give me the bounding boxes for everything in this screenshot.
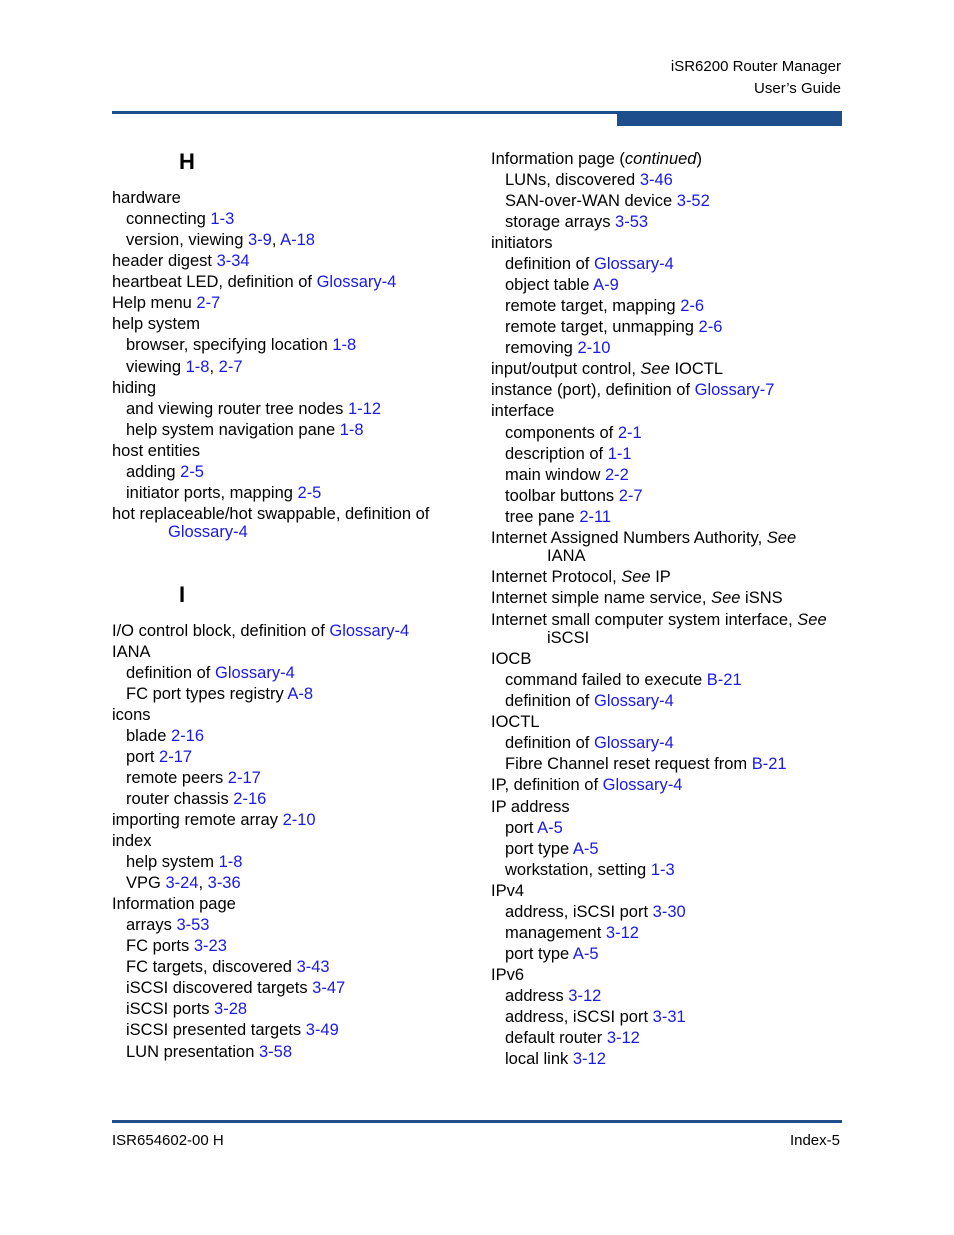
index-entry [505,754,787,774]
index-entry [505,923,639,943]
index-term: input/output control, [491,360,641,378]
index-entry [126,936,227,956]
index-term: port [505,819,538,837]
page-reference-link[interactable]: A-8 [287,685,314,703]
page-reference-link[interactable]: 3-52 [676,192,710,210]
page-reference-link[interactable]: 3-47 [312,979,346,997]
index-entry [126,915,209,935]
index-entry [126,684,313,704]
index-term: definition of [505,692,594,710]
page-reference-link[interactable]: 1-3 [210,210,235,228]
index-term: Internet small computer system interface, [491,611,798,629]
index-term: Internet simple name service, [491,589,712,607]
index-see-reference: continued [624,150,697,168]
index-entry [505,818,563,838]
index-term: port type [505,840,573,858]
index-term: description of [505,445,608,463]
page-reference-link[interactable]: Glossary-4 [593,734,674,752]
page-reference-link[interactable]: Glossary-4 [316,273,397,291]
index-entry [112,441,200,461]
index-term: VPG [126,874,166,892]
page-reference-link[interactable]: A-5 [572,945,599,963]
page-reference-link[interactable]: A-5 [537,819,563,837]
page-reference-link[interactable]: 3-12 [605,924,639,942]
index-entry [505,296,704,316]
index-entry [491,610,827,630]
index-term: router chassis [126,790,234,808]
page-reference-link[interactable]: 2-1 [617,424,642,442]
index-entry [168,522,248,542]
index-entry [126,978,345,998]
link-separator: , [209,358,219,376]
index-entry [112,831,151,851]
page-reference-link[interactable]: 2-6 [698,318,723,336]
index-entry [126,1042,292,1062]
index-term: Fibre Channel reset request from [505,755,752,773]
index-term: address, iSCSI port [505,903,653,921]
index-see-reference: See [766,529,797,547]
index-term: port [126,748,160,766]
index-term: browser, specifying location [126,336,333,354]
index-term: IP, definition of [491,776,603,794]
index-term: port type [505,945,573,963]
index-entry [505,275,619,295]
index-term: address, iSCSI port [505,1008,653,1026]
index-entry [112,642,151,662]
index-term: Internet Assigned Numbers Authority, [491,529,767,547]
index-term: arrays [126,916,177,934]
index-entry [491,233,552,253]
index-term: FC port types registry [126,685,288,703]
index-term-suffix: iSNS [740,589,783,607]
page-reference-link[interactable]: Glossary-4 [329,622,410,640]
index-entry [505,902,686,922]
index-term: importing remote array [112,811,283,829]
index-term: host entities [112,442,201,460]
index-term: command failed to execute [505,671,707,689]
index-entry [505,944,599,964]
index-entry [505,191,710,211]
index-term: workstation, setting [505,861,651,879]
page-reference-link[interactable]: 2-7 [196,294,221,312]
index-entry [505,986,601,1006]
index-term: toolbar buttons [505,487,619,505]
header-title-line-1: iSR6200 Router Manager [670,58,841,75]
index-term-suffix: ) [696,150,702,168]
index-term: remote peers [126,769,228,787]
index-term: hiding [112,379,157,397]
index-term: LUNs, discovered [505,171,640,189]
index-entry [505,486,643,506]
index-term-suffix: IP [650,568,671,586]
index-entry [112,188,181,208]
index-term: version, viewing [126,231,248,249]
index-entry [505,170,673,190]
index-term: adding [126,463,181,481]
index-term: management [505,924,606,942]
page-reference-link[interactable]: B-21 [706,671,742,689]
index-entry [126,873,241,893]
index-entry [505,317,722,337]
page-reference-link[interactable]: 1-1 [607,445,632,463]
index-term: iSCSI discovered targets [126,979,313,997]
page-reference-link[interactable]: 3-53 [615,213,649,231]
index-term: IOCB [491,650,532,668]
index-term: Information page ( [491,150,625,168]
footer-page-number: Index-5 [789,1132,840,1149]
index-entry [112,810,316,830]
index-entry [491,149,702,169]
page-reference-link[interactable]: 3-23 [193,937,227,955]
index-entry [491,380,774,400]
index-term: and viewing router tree nodes [126,400,348,418]
index-entry [505,1028,640,1048]
index-term: Information page [112,895,236,913]
index-entry [126,483,321,503]
index-term: hardware [112,189,181,207]
index-term: FC targets, discovered [126,958,297,976]
index-entry [491,965,524,985]
page-reference-link[interactable]: 3-31 [652,1008,686,1026]
index-term: iSCSI [547,629,590,647]
page-reference-link[interactable]: 3-46 [639,171,673,189]
index-entry [491,359,723,379]
index-term: iSCSI presented targets [126,1021,306,1039]
index-entry [505,212,648,232]
index-entry [547,628,589,648]
page-reference-link[interactable]: Glossary-4 [168,523,248,541]
page-reference-link[interactable]: 1-8 [218,853,243,871]
index-entry [491,881,524,901]
page-reference-link[interactable]: 3-12 [606,1029,640,1047]
index-entry [505,691,674,711]
header-title-line-2: User’s Guide [754,80,841,97]
index-term: initiators [491,234,553,252]
page-reference-link[interactable]: A-9 [593,276,619,294]
page-reference-link[interactable]: 3-24 [165,874,199,892]
index-entry [112,504,429,524]
page-reference-link[interactable]: A-5 [572,840,599,858]
page-reference-link[interactable]: 3-9 [247,231,272,249]
index-entry [491,712,540,732]
index-term: default router [505,1029,607,1047]
index-term: LUN presentation [126,1043,259,1061]
index-entry [505,860,675,880]
index-entry [112,705,151,725]
index-entry [505,254,674,274]
page-reference-link[interactable]: 3-12 [568,987,602,1005]
index-entry [126,1020,339,1040]
index-entry [126,999,247,1019]
page-reference-link[interactable]: 2-16 [233,790,267,808]
footer-doc-number: ISR654602-00 H [112,1132,224,1149]
index-term: definition of [505,255,594,273]
index-entry [126,209,234,229]
index-term: SAN-over-WAN device [505,192,677,210]
index-entry [491,528,796,548]
index-term: header digest [112,252,217,270]
index-entry [505,839,599,859]
index-entry [491,775,682,795]
index-term: help system [112,315,201,333]
section-letter-i: I [179,582,186,607]
index-term: remote target, mapping [505,297,681,315]
page-reference-link[interactable]: Glossary-4 [593,692,674,710]
index-term: instance (port), definition of [491,381,695,399]
index-term-suffix: IOCTL [669,360,724,378]
index-entry [126,399,381,419]
index-entry [126,663,295,683]
page-reference-link[interactable]: 1-12 [347,400,381,418]
index-term: address [505,987,569,1005]
page-reference-link[interactable]: 2-7 [618,487,643,505]
index-entry [126,420,364,440]
page-reference-link[interactable]: 2-5 [297,484,322,502]
running-header [671,56,841,100]
index-term: components of [505,424,618,442]
index-term: help system navigation pane [126,421,340,439]
page-reference-link[interactable]: 3-53 [176,916,210,934]
page-reference-link[interactable]: 2-10 [282,811,316,829]
page-reference-link[interactable]: 2-5 [180,463,204,481]
index-entry [112,251,250,271]
page-reference-link[interactable]: B-21 [751,755,787,773]
index-entry [491,567,671,587]
page-reference-link[interactable]: Glossary-4 [593,255,674,273]
index-term: viewing [126,358,186,376]
page-reference-link[interactable]: 2-17 [227,769,261,787]
index-term: Help menu [112,294,197,312]
index-term: I/O control block, definition of [112,622,330,640]
index-term: hot replaceable/hot swappable, definition of [112,505,430,523]
index-term: initiator ports, mapping [126,484,298,502]
page-reference-link[interactable]: 2-6 [680,297,705,315]
page-reference-link[interactable]: 3-43 [296,958,330,976]
index-term: removing [505,339,578,357]
index-entry [505,444,632,464]
page-reference-link[interactable]: Glossary-4 [214,664,295,682]
index-term: IOCTL [491,713,540,731]
page-reference-link[interactable]: 2-11 [579,508,612,526]
index-entry [126,357,243,377]
index-entry [126,335,356,355]
index-term: index [112,832,152,850]
index-entry [505,465,629,485]
index-term: icons [112,706,151,724]
index-see-reference: See [797,611,827,629]
index-entry [547,546,586,566]
index-term: Internet Protocol, [491,568,622,586]
index-entry [491,797,570,817]
page-reference-link[interactable]: 1-8 [339,421,364,439]
index-see-reference: See [711,589,741,607]
index-term: local link [505,1050,573,1068]
index-see-reference: See [640,360,670,378]
page-reference-link[interactable]: 2-17 [159,748,193,766]
index-entry [126,747,192,767]
index-entry [126,768,261,788]
index-term: definition of [505,734,594,752]
index-entry [505,423,642,443]
page-reference-link[interactable]: 2-16 [170,727,204,745]
index-entry [126,462,204,482]
index-term: IP address [491,798,570,816]
index-term: remote target, unmapping [505,318,699,336]
index-term: interface [491,402,555,420]
index-term: IPv6 [491,966,525,984]
index-entry [505,733,674,753]
page-reference-link[interactable]: Glossary-4 [602,776,683,794]
page-reference-link[interactable]: A-18 [280,231,315,249]
index-term: IANA [112,643,151,661]
page-reference-link[interactable]: 1-8 [332,336,357,354]
index-entry [112,314,200,334]
index-entry [126,789,266,809]
index-entry [126,726,204,746]
index-entry [505,338,610,358]
index-term: definition of [126,664,215,682]
index-entry [491,401,554,421]
section-letter-h: H [179,149,195,174]
page-reference-link[interactable]: 3-28 [214,1000,248,1018]
index-term: object table [505,276,594,294]
index-entry [112,894,236,914]
page-reference-link[interactable]: 1-8 [185,358,210,376]
page-reference-link[interactable]: 3-49 [305,1021,339,1039]
page-reference-link[interactable]: 2-10 [577,339,611,357]
page-reference-link[interactable]: 3-30 [652,903,686,921]
index-entry [126,957,330,977]
index-entry [112,272,396,292]
index-term: storage arrays [505,213,616,231]
page-reference-link[interactable]: 3-34 [216,252,250,270]
index-entry [505,1007,686,1027]
index-entry [491,588,783,608]
page-reference-link[interactable]: 2-7 [218,358,243,376]
page-reference-link[interactable]: 2-2 [604,466,629,484]
link-separator: , [271,231,281,249]
page-reference-link[interactable]: Glossary-7 [694,381,775,399]
page-reference-link[interactable]: 1-3 [650,861,675,879]
index-term: iSCSI ports [126,1000,215,1018]
index-term: heartbeat LED, definition of [112,273,317,291]
index-entry [112,293,220,313]
index-entry [126,852,242,872]
index-entry [505,1049,606,1069]
page-reference-link[interactable]: 3-36 [207,874,241,892]
page-reference-link[interactable]: 3-58 [259,1043,293,1061]
index-term: FC ports [126,937,194,955]
index-entry [112,621,409,641]
index-term: connecting [126,210,211,228]
index-entry [505,670,742,690]
header-rule-tab [617,111,842,126]
index-term: tree pane [505,508,580,526]
index-term: IANA [547,547,586,565]
index-see-reference: See [621,568,651,586]
index-term: help system [126,853,219,871]
footer-rule [112,1120,842,1123]
link-separator: , [198,874,208,892]
index-entry [505,507,611,527]
index-term: IPv4 [491,882,525,900]
page-reference-link[interactable]: 3-12 [572,1050,606,1068]
index-entry [126,230,315,250]
index-term: main window [505,466,605,484]
index-entry [491,649,531,669]
index-term: blade [126,727,171,745]
index-entry [112,378,156,398]
